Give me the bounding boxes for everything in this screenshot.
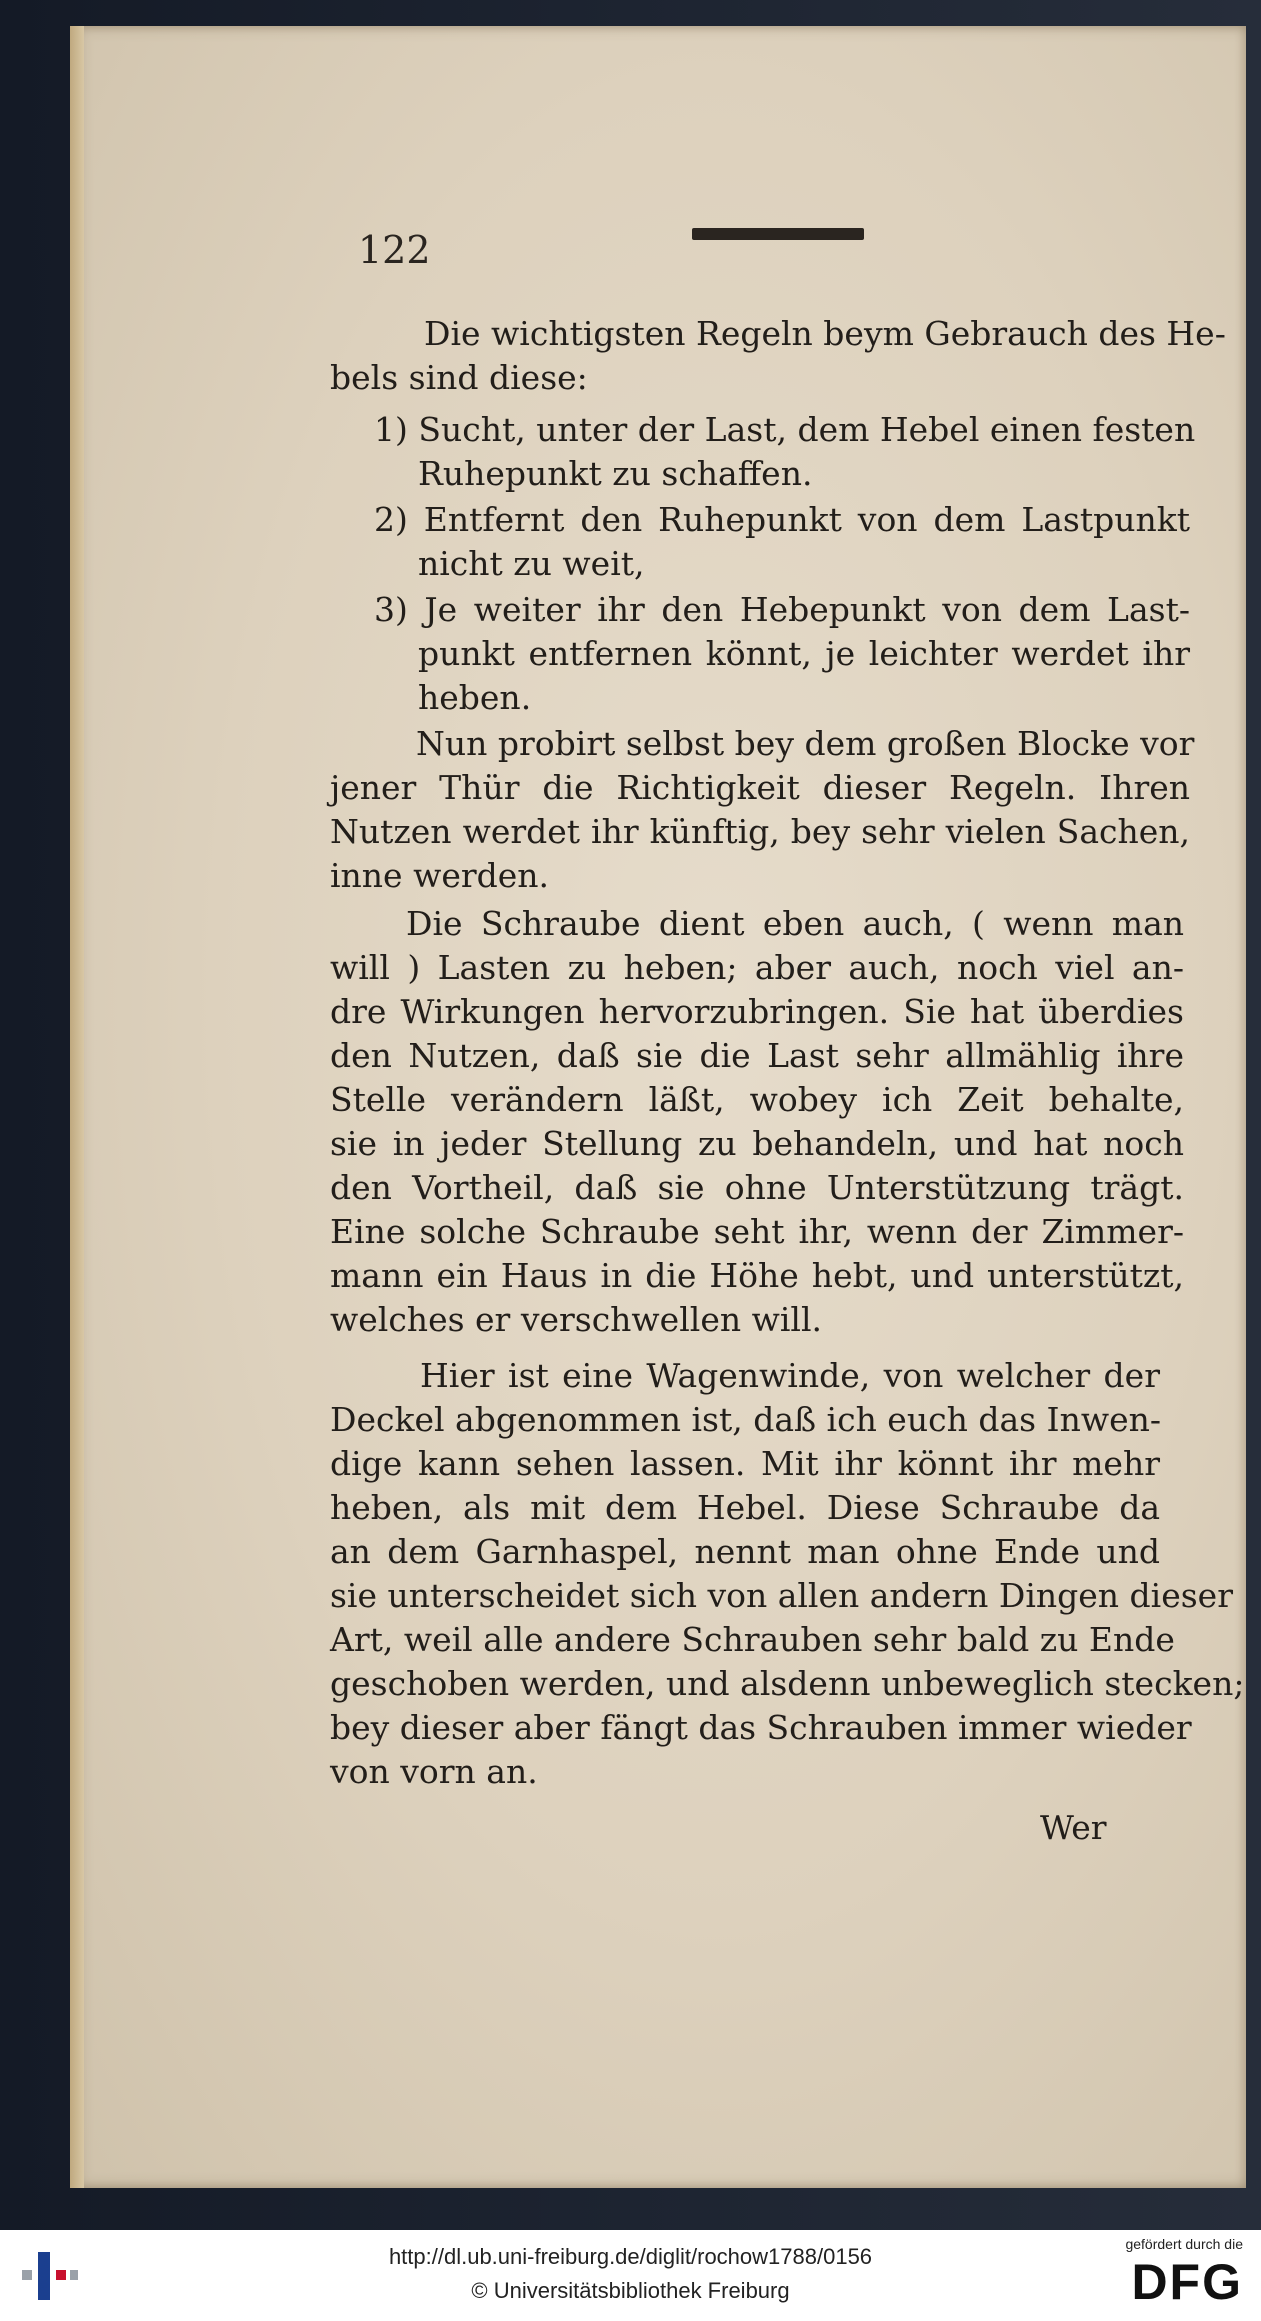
- text-line: 2) Entfernt den Ruhepunkt von dem Lastpunkt: [374, 500, 1190, 539]
- text-line: Art, weil alle andere Schrauben sehr bald zu Ende: [330, 1620, 1175, 1659]
- text-line: Die wichtigsten Regeln beym Gebrauch des He-: [424, 314, 1226, 353]
- text-line: Die Schraube dient eben auch, ( wenn man: [406, 904, 1184, 943]
- text-line: sie unterscheidet sich von allen andern Dingen dieser: [330, 1576, 1233, 1615]
- text-line: von vorn an.: [330, 1752, 538, 1791]
- text-line: heben.: [418, 678, 532, 717]
- text-line: den Vortheil, daß sie ohne Unterstützung trägt.: [330, 1168, 1184, 1207]
- text-line: Ruhepunkt zu schaffen.: [418, 454, 813, 493]
- text-line: Eine solche Schraube seht ihr, wenn der Zimmer-: [330, 1212, 1184, 1251]
- text-line: dige kann sehen lassen. Mit ihr könnt ihr mehr: [330, 1444, 1160, 1483]
- viewer-footer: [0, 2230, 1261, 2321]
- text-line: Hier ist eine Wagenwinde, von welcher der: [420, 1356, 1160, 1395]
- page-number: 122: [358, 228, 431, 272]
- text-line: Deckel abgenommen ist, daß ich euch das Inwen-: [330, 1400, 1162, 1439]
- text-line: an dem Garnhaspel, nennt man ohne Ende und: [330, 1532, 1160, 1571]
- page-gutter: [70, 26, 84, 2188]
- text-line: will ) Lasten zu heben; aber auch, noch viel an-: [330, 948, 1184, 987]
- permalink-link[interactable]: http://dl.ub.uni-freiburg.de/diglit/rochow1788/0156: [388, 2244, 873, 2269]
- catchword: Wer: [1040, 1808, 1107, 1847]
- text-line: heben, als mit dem Hebel. Diese Schraube da: [330, 1488, 1160, 1527]
- text-line: bey dieser aber fängt das Schrauben immer wieder: [330, 1708, 1192, 1747]
- text-line: Stelle verändern läßt, wobey ich Zeit behalte,: [330, 1080, 1184, 1119]
- text-line: geschoben werden, und alsdenn unbeweglich stecken;: [330, 1664, 1245, 1703]
- text-line: bels sind diese:: [330, 358, 588, 397]
- text-line: den Nutzen, daß sie die Last sehr allmählig ihre: [330, 1036, 1184, 1075]
- text-line: welches er verschwellen will.: [330, 1300, 822, 1339]
- text-line: 1) Sucht, unter der Last, dem Hebel einen festen: [374, 410, 1196, 449]
- text-line: jener Thür die Richtigkeit dieser Regeln. Ihren: [330, 768, 1190, 807]
- header-ornament-rule: [692, 228, 864, 240]
- funded-by-label: gefördert durch die: [1125, 2236, 1243, 2252]
- text-line: nicht zu weit,: [418, 544, 645, 583]
- text-line: dre Wirkungen hervorzubringen. Sie hat überdies: [330, 992, 1184, 1031]
- text-line: inne werden.: [330, 856, 550, 895]
- dfg-logo[interactable]: DFG: [1131, 2254, 1243, 2310]
- copyright-notice: © Universitätsbibliothek Freiburg: [471, 2278, 790, 2303]
- text-line: punkt entfernen könnt, je leichter werdet ihr: [418, 634, 1190, 673]
- text-line: mann ein Haus in die Höhe hebt, und unterstützt,: [330, 1256, 1184, 1295]
- text-line: Nun probirt selbst bey dem großen Blocke vor: [416, 724, 1195, 763]
- text-line: 3) Je weiter ihr den Hebepunkt von dem Last-: [374, 590, 1190, 629]
- text-line: Nutzen werdet ihr künftig, bey sehr vielen Sachen,: [330, 812, 1190, 851]
- text-line: sie in jeder Stellung zu behandeln, und hat noch: [330, 1124, 1184, 1163]
